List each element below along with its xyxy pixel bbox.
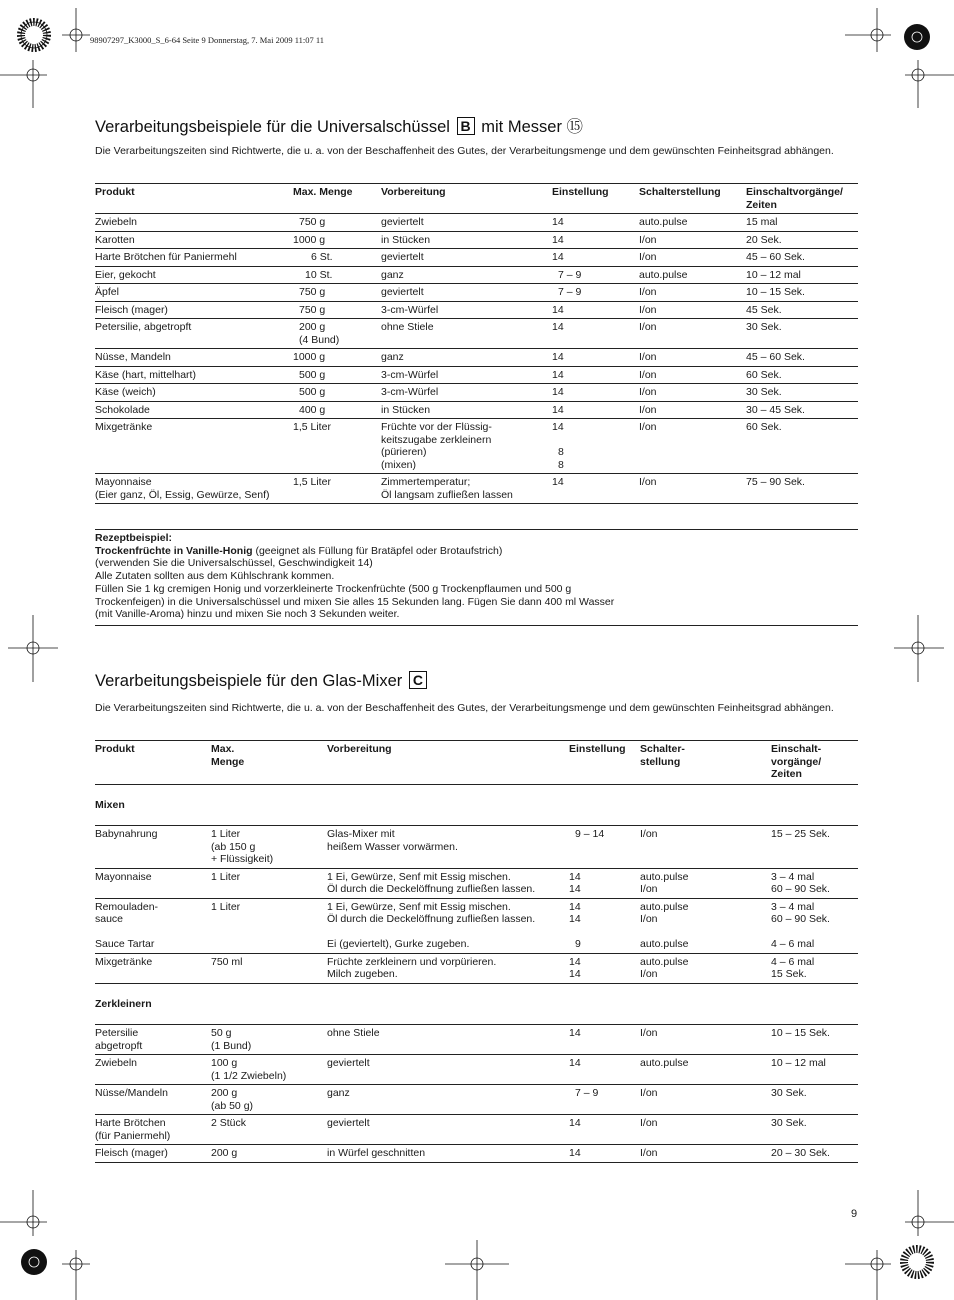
cell-menge: 10 St. [293, 266, 381, 284]
cell-vorbereitung: 3-cm-Würfel [381, 301, 552, 319]
cell-schalterstellung: I/on [639, 319, 746, 349]
cell-einstellung: 14 [552, 384, 639, 402]
header-produkt: Produkt [95, 184, 293, 214]
cell-produkt: Nüsse, Mandeln [95, 349, 293, 367]
header-vorbereitung: Vorbereitung [327, 741, 569, 785]
cell-schalterstellung: auto.pulse [639, 266, 746, 284]
cell-zeiten: 30 Sek. [746, 319, 858, 349]
cell-produkt: Eier, gekocht [95, 266, 293, 284]
cell-einstellung: 14 [552, 249, 639, 267]
cell-menge: 50 g (1 Bund) [211, 1025, 327, 1055]
cell-produkt: Harte Brötchen für Paniermehl [95, 249, 293, 267]
cell-vorbereitung: in Stücken [381, 231, 552, 249]
cell-zeiten: 60 Sek. [746, 419, 858, 474]
header-schalterstellung: Schalter- stellung [640, 741, 771, 785]
cell-menge: 200 g (ab 50 g) [211, 1085, 327, 1115]
cell-einstellung: 14 [552, 401, 639, 419]
cell-schalterstellung: I/on [639, 284, 746, 302]
cell-produkt: Schokolade [95, 401, 293, 419]
cell-zeiten: 10 – 15 Sek. [746, 284, 858, 302]
cell-menge: 1 Liter [211, 868, 327, 898]
cell-menge: 1000 g [293, 231, 381, 249]
part-label-box: C [409, 671, 427, 689]
table-row [95, 401, 858, 419]
cell-zeiten: 20 – 30 Sek. [771, 1145, 858, 1163]
cell-vorbereitung: ganz [327, 1085, 569, 1115]
intro-text: Die Verarbeitungszeiten sind Richtwerte, die u. a. von der Beschaffenheit des Gutes, der Verarbeitungsmenge und dem gewünschten Feinheitsgrad abhängen. [95, 145, 834, 157]
cell-schalterstellung: I/on [639, 384, 746, 402]
table-header-row [95, 741, 858, 785]
cell-produkt: Petersilie, abgetropft [95, 319, 293, 349]
cell-zeiten: 60 Sek. [746, 366, 858, 384]
cell-zeiten: 3 – 4 mal 60 – 90 Sek. 4 – 6 mal [771, 898, 858, 953]
einstellung-value: 14 [552, 421, 564, 433]
cell-produkt: Mixgetränke [95, 953, 211, 983]
title-text-suffix: mit Messer ⑮ [481, 118, 584, 136]
cell-vorbereitung: 3-cm-Würfel [381, 366, 552, 384]
table-row [95, 898, 858, 953]
cell-vorbereitung: 1 Ei, Gewürze, Senf mit Essig mischen. Öl durch die Deckelöffnung zufließen lassen. [327, 868, 569, 898]
cell-vorbereitung: geviertelt [327, 1115, 569, 1145]
cell-zeiten: 4 – 6 mal 15 Sek. [771, 953, 858, 983]
recipe-line: (mit Vanille-Aroma) hinzu und mixen Sie noch 3 Sekunden weiter. [95, 608, 400, 621]
cell-einstellung: 14 14 [569, 953, 640, 983]
cell-vorbereitung: in Stücken [381, 401, 552, 419]
cell-schalterstellung: I/on [639, 301, 746, 319]
group-label: Mixen [95, 784, 858, 826]
recipe-box [95, 529, 858, 626]
cell-einstellung: 14 [552, 366, 639, 384]
recipe-line: Trockenfeigen) in die Universalschüssel und mixen Sie alles 15 Sekunden lang. Fügen Sie dann 400 ml Wasser [95, 595, 615, 608]
page-number: 9 [851, 1208, 858, 1220]
cell-vorbereitung: Früchte zerkleinern und vorpürieren. Milch zugeben. [327, 953, 569, 983]
cell-produkt: Äpfel [95, 284, 293, 302]
cell-schalterstellung: auto.pulse I/on [640, 868, 771, 898]
cell-einstellung: 14 [569, 1145, 640, 1163]
cell-vorbereitung: Früchte vor der Flüssig- keitszugabe zerkleinern (pürieren) (mixen) [381, 419, 552, 474]
cell-menge: 1 Liter [211, 898, 327, 953]
cell-schalterstellung: auto.pulse I/on [640, 953, 771, 983]
cell-zeiten: 15 – 25 Sek. [771, 826, 858, 869]
cell-menge: 1000 g [293, 349, 381, 367]
cell-einstellung: 14 [569, 1115, 640, 1145]
cell-vorbereitung: Zimmertemperatur; Öl langsam zufließen lassen [381, 474, 552, 504]
table-header-row [95, 184, 858, 214]
cell-einstellung: 14 [552, 231, 639, 249]
cell-zeiten: 10 – 12 mal [771, 1055, 858, 1085]
cell-einstellung: 14 [552, 214, 639, 232]
cell-zeiten: 3 – 4 mal 60 – 90 Sek. [771, 868, 858, 898]
cell-menge: 500 g [293, 366, 381, 384]
cell-produkt: Mayonnaise [95, 868, 211, 898]
cell-zeiten: 10 – 12 mal [746, 266, 858, 284]
cell-produkt: Zwiebeln [95, 214, 293, 232]
table-row [95, 1115, 858, 1145]
table-row [95, 249, 858, 267]
cell-vorbereitung: Glas-Mixer mit heißem Wasser vorwärmen. [327, 826, 569, 869]
table-row [95, 419, 858, 474]
part-label-box: B [457, 117, 475, 135]
cell-einstellung: 14 [569, 1025, 640, 1055]
cell-zeiten: 10 – 15 Sek. [771, 1025, 858, 1055]
cell-menge: 750 ml [211, 953, 327, 983]
cell-vorbereitung: geviertelt [327, 1055, 569, 1085]
cell-menge: 2 Stück [211, 1115, 327, 1145]
recipe-note: (geeignet als Füllung für Bratäpfel oder Brotaufstrich) [252, 544, 503, 557]
cell-schalterstellung: I/on [640, 826, 771, 869]
header-zeiten: Einschaltvorgänge/ Zeiten [746, 184, 858, 214]
table-row [95, 826, 858, 869]
cell-menge: 1,5 Liter [293, 474, 381, 504]
cell-einstellung [552, 419, 639, 474]
cell-produkt: Nüsse/Mandeln [95, 1085, 211, 1115]
group-label: Zerkleinern [95, 983, 858, 1025]
table-row [95, 1055, 858, 1085]
cell-zeiten: 45 – 60 Sek. [746, 249, 858, 267]
einstellung-value [552, 434, 639, 447]
group-row-mixen [95, 784, 858, 826]
header-vorbereitung: Vorbereitung [381, 184, 552, 214]
section-title-universalschuessel [95, 113, 583, 137]
cell-schalterstellung: auto.pulse I/on auto.pulse [640, 898, 771, 953]
cell-produkt: Mayonnaise (Eier ganz, Öl, Essig, Gewürze, Senf) [95, 474, 293, 504]
cell-vorbereitung: geviertelt [381, 284, 552, 302]
header-zeiten: Einschalt- vorgänge/ Zeiten [771, 741, 858, 785]
table-row [95, 214, 858, 232]
print-header: 98907297_K3000_S_6-64 Seite 9 Donnerstag, 7. Mai 2009 11:07 11 [90, 35, 325, 45]
cell-schalterstellung: auto.pulse [639, 214, 746, 232]
cell-vorbereitung: ohne Stiele [327, 1025, 569, 1055]
title-text: Verarbeitungsbeispiele für den Glas-Mixer [95, 672, 403, 690]
cell-einstellung: 7 – 9 [569, 1085, 640, 1115]
cell-einstellung: 14 [552, 301, 639, 319]
table-row [95, 1085, 858, 1115]
table-universalschuessel [95, 183, 858, 504]
table-row [95, 366, 858, 384]
einstellung-value: 14 [569, 900, 581, 913]
cell-schalterstellung: I/on [640, 1115, 771, 1145]
cell-einstellung: 14 [569, 1055, 640, 1085]
cell-schalterstellung: I/on [639, 349, 746, 367]
cell-menge: 100 g (1 1/2 Zwiebeln) [211, 1055, 327, 1085]
cell-vorbereitung: ganz [381, 349, 552, 367]
header-einstellung: Einstellung [569, 741, 640, 785]
cell-produkt: Babynahrung [95, 826, 211, 869]
intro-text: Die Verarbeitungszeiten sind Richtwerte, die u. a. von der Beschaffenheit des Gutes, der Verarbeitungsmenge und dem gewünschten Feinheitsgrad abhängen. [95, 702, 834, 714]
cell-schalterstellung: I/on [639, 474, 746, 504]
cell-menge: 200 g [211, 1145, 327, 1163]
cell-einstellung: 14 [552, 349, 639, 367]
header-einstellung: Einstellung [552, 184, 639, 214]
einstellung-value [569, 926, 640, 939]
cell-schalterstellung: I/on [639, 249, 746, 267]
title-text: Verarbeitungsbeispiele für die Universalschüssel [95, 118, 450, 136]
cell-einstellung: 14 [552, 319, 639, 349]
cell-zeiten: 30 Sek. [771, 1115, 858, 1145]
table-row [95, 384, 858, 402]
table-row [95, 953, 858, 983]
cell-produkt: Karotten [95, 231, 293, 249]
cell-produkt: Mixgetränke [95, 419, 293, 474]
cell-produkt: Käse (weich) [95, 384, 293, 402]
cell-einstellung: 7 – 9 [552, 284, 639, 302]
cell-menge: 750 g [293, 301, 381, 319]
cell-zeiten: 75 – 90 Sek. [746, 474, 858, 504]
cell-vorbereitung: 3-cm-Würfel [381, 384, 552, 402]
cell-produkt: Fleisch (mager) [95, 1145, 211, 1163]
cell-zeiten: 30 Sek. [746, 384, 858, 402]
cell-produkt: Remouladen- sauce Sauce Tartar [95, 898, 211, 953]
table-row [95, 1145, 858, 1163]
cell-menge: 750 g [293, 284, 381, 302]
cell-zeiten: 20 Sek. [746, 231, 858, 249]
cell-menge: 750 g [293, 214, 381, 232]
cell-menge: 400 g [293, 401, 381, 419]
cell-produkt: Petersilie abgetropft [95, 1025, 211, 1055]
section-title-glas-mixer [95, 671, 429, 691]
cell-schalterstellung: I/on [639, 231, 746, 249]
table-row [95, 868, 858, 898]
einstellung-value: 8 [558, 446, 564, 458]
table-row [95, 301, 858, 319]
cell-vorbereitung: 1 Ei, Gewürze, Senf mit Essig mischen. Öl durch die Deckelöffnung zufließen lassen. Ei (geviertelt), Gurke zugeben. [327, 898, 569, 953]
table-row [95, 266, 858, 284]
cell-zeiten: 45 – 60 Sek. [746, 349, 858, 367]
cell-menge: 1,5 Liter [293, 419, 381, 474]
cell-vorbereitung: geviertelt [381, 214, 552, 232]
cell-schalterstellung: I/on [639, 366, 746, 384]
cell-zeiten: 45 Sek. [746, 301, 858, 319]
cell-produkt: Zwiebeln [95, 1055, 211, 1085]
cell-einstellung: 7 – 9 [552, 266, 639, 284]
recipe-line: Alle Zutaten sollten aus dem Kühlschrank kommen. [95, 570, 335, 583]
header-produkt: Produkt [95, 741, 211, 785]
table-row [95, 284, 858, 302]
cell-schalterstellung: I/on [640, 1085, 771, 1115]
recipe-line: Füllen Sie 1 kg cremigen Honig und vorzerkleinerte Trockenfrüchte (500 g Trockenpflaumen und 500 g [95, 582, 572, 595]
cell-schalterstellung: I/on [639, 419, 746, 474]
cell-einstellung: 14 14 [569, 868, 640, 898]
cell-zeiten: 15 mal [746, 214, 858, 232]
recipe-name: Trockenfrüchte in Vanille-Honig [95, 544, 253, 557]
cell-menge: 500 g [293, 384, 381, 402]
cell-schalterstellung: I/on [639, 401, 746, 419]
cell-einstellung: 9 – 14 [569, 826, 640, 869]
table-row [95, 349, 858, 367]
cell-zeiten: 30 – 45 Sek. [746, 401, 858, 419]
einstellung-value: 14 [569, 913, 581, 925]
table-row [95, 1025, 858, 1055]
cell-schalterstellung: I/on [640, 1145, 771, 1163]
cell-produkt: Käse (hart, mittelhart) [95, 366, 293, 384]
table-row [95, 231, 858, 249]
header-menge: Max. Menge [293, 184, 381, 214]
header-schalterstellung: Schalterstellung [639, 184, 746, 214]
group-row-zerkleinern [95, 983, 858, 1025]
table-glas-mixer [95, 740, 858, 1163]
cell-menge: 1 Liter (ab 150 g + Flüssigkeit) [211, 826, 327, 869]
cell-produkt: Harte Brötchen (für Paniermehl) [95, 1115, 211, 1145]
cell-schalterstellung: auto.pulse [640, 1055, 771, 1085]
cell-vorbereitung: in Würfel geschnitten [327, 1145, 569, 1163]
cell-vorbereitung: ganz [381, 266, 552, 284]
cell-menge: 6 St. [293, 249, 381, 267]
einstellung-value: 8 [558, 458, 564, 471]
cell-vorbereitung: geviertelt [381, 249, 552, 267]
cell-einstellung [569, 898, 640, 953]
cell-produkt: Fleisch (mager) [95, 301, 293, 319]
cell-vorbereitung: ohne Stiele [381, 319, 552, 349]
cell-schalterstellung: I/on [640, 1025, 771, 1055]
cell-zeiten: 30 Sek. [771, 1085, 858, 1115]
cell-einstellung: 14 [552, 474, 639, 504]
recipe-line: (verwenden Sie die Universalschüssel, Geschwindigkeit 14) [95, 557, 373, 570]
recipe-heading: Rezeptbeispiel: [95, 532, 173, 544]
cell-menge: 200 g (4 Bund) [293, 319, 381, 349]
header-menge: Max. Menge [211, 741, 327, 785]
einstellung-value: 9 [575, 938, 581, 950]
table-row [95, 319, 858, 349]
table-row [95, 474, 858, 504]
